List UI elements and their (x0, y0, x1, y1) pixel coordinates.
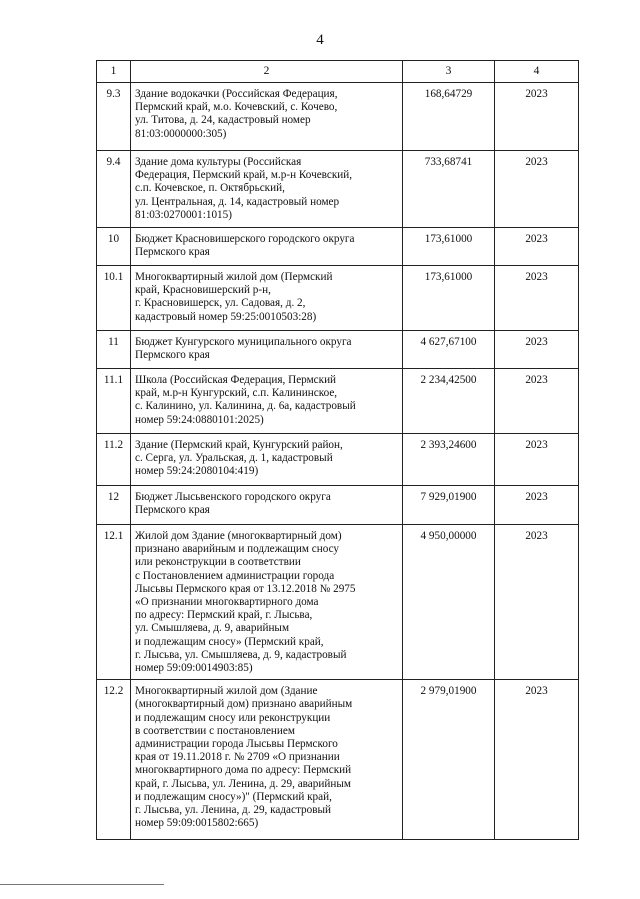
description-line: г. Красновишерск, ул. Садовая, д. 2, (135, 297, 306, 310)
row-description (131, 228, 403, 266)
description-line: признано аварийным и подлежащим сносу (135, 543, 340, 556)
description-line: номер 59:09:0015802:665) (135, 817, 259, 830)
row-amount: 2 393,24600 (403, 434, 495, 486)
description-line: Пермского края (135, 349, 210, 362)
description-line: Здание (Пермский край, Кунгурский район, (135, 439, 343, 451)
row-year: 2023 (495, 228, 579, 266)
description-line: с Постановлением администрации города (135, 569, 335, 582)
budget-table (96, 60, 579, 840)
table-row (97, 83, 579, 151)
row-amount: 4 627,67100 (403, 331, 495, 369)
description-line: Федерация, Пермский край, м.р-н Кочевский, (135, 169, 353, 182)
description-line: Пермского края (135, 504, 210, 517)
table-row (97, 525, 579, 680)
description-line: по адресу: Пермский край, г. Лысьва, (135, 609, 313, 622)
row-number: 9.4 (97, 151, 131, 228)
description-line: с.п. Кочевское, п. Октябрьский, (135, 182, 285, 195)
description-line: с. Калинино, ул. Калинина, д. 6а, кадастровый (135, 400, 356, 413)
description-line: Бюджет Красновишерского городского округа (135, 233, 355, 245)
column-header-3: 3 (403, 61, 495, 83)
row-description (131, 434, 403, 486)
table-row (97, 486, 579, 525)
row-description (131, 331, 403, 369)
row-description (131, 151, 403, 228)
row-number: 12 (97, 486, 131, 525)
row-description (131, 369, 403, 434)
description-line: Пермский край, м.о. Кочевский, с. Кочево, (135, 101, 338, 114)
row-amount: 2 979,01900 (403, 680, 495, 840)
description-line: Бюджет Лысьвенского городского округа (135, 491, 331, 503)
row-description (131, 486, 403, 525)
row-amount: 4 950,00000 (403, 525, 495, 680)
row-amount: 173,61000 (403, 266, 495, 331)
row-amount: 733,68741 (403, 151, 495, 228)
description-line: край, м.р-н Кунгурский, с.п. Калининское, (135, 387, 338, 400)
row-amount: 7 929,01900 (403, 486, 495, 525)
description-line: Здание водокачки (Российская Федерация, (135, 88, 338, 100)
description-line: кадастровый номер 59:25:0010503:28) (135, 310, 317, 323)
row-number: 10 (97, 228, 131, 266)
column-header-4: 4 (495, 61, 579, 83)
row-amount: 173,61000 (403, 228, 495, 266)
row-number: 12.2 (97, 680, 131, 840)
table-header-row (97, 61, 579, 83)
description-line: г. Лысьва, ул. Смышляева, д. 9, кадастровый (135, 648, 347, 661)
description-line: в соответствии с постановлением (135, 724, 295, 737)
description-line: Пермского края (135, 246, 210, 259)
description-line: Лысьвы Пермского края от 13.12.2018 № 2975 (135, 582, 356, 595)
footer-divider (0, 884, 164, 885)
description-line: ул. Смышляева, д. 9, аварийным (135, 622, 290, 635)
row-description (131, 680, 403, 840)
row-description (131, 83, 403, 151)
row-year: 2023 (495, 434, 579, 486)
description-line: Здание дома культуры (Российская (135, 156, 302, 168)
description-line: ул. Центральная, д. 14, кадастровый номер (135, 195, 340, 208)
description-line: и подлежащим сносу»)" (Пермский край, (135, 790, 332, 803)
description-line: администрации города Лысьвы Пермского (135, 738, 338, 751)
row-year: 2023 (495, 266, 579, 331)
description-line: и подлежащим сносу» (Пермский край, (135, 635, 324, 648)
description-line: номер 59:24:2080104:419) (135, 465, 259, 478)
description-line: край, г. Лысьва, ул. Ленина, д. 29, аварийным (135, 777, 351, 790)
row-year: 2023 (495, 369, 579, 434)
description-line: (многоквартирный дом) признано аварийным (135, 698, 353, 711)
description-line: Школа (Российская Федерация, Пермский (135, 374, 337, 386)
table-row (97, 331, 579, 369)
description-line: Жилой дом Здание (многоквартирный дом) (135, 530, 342, 542)
description-line: с. Серга, ул. Уральская, д. 1, кадастровый (135, 452, 333, 465)
row-year: 2023 (495, 525, 579, 680)
description-line: «О признании многоквартирного дома (135, 596, 319, 609)
description-line: г. Лысьва, ул. Ленина, д. 29, кадастровый (135, 804, 331, 817)
description-line: Многоквартирный жилой дом (Здание (135, 685, 318, 698)
description-line: и подлежащим сносу или реконструкции (135, 711, 331, 724)
description-line: или реконструкции в соответствии (135, 556, 301, 569)
row-year: 2023 (495, 331, 579, 369)
row-year: 2023 (495, 83, 579, 151)
row-description (131, 266, 403, 331)
table-body (97, 83, 579, 840)
row-number: 12.1 (97, 525, 131, 680)
row-year: 2023 (495, 486, 579, 525)
row-number: 11.2 (97, 434, 131, 486)
table-row (97, 228, 579, 266)
row-year: 2023 (495, 151, 579, 228)
description-line: Многоквартирный жилой дом (Пермский (135, 271, 333, 283)
page-number: 4 (316, 32, 324, 48)
description-line: 81:03:0000000:305) (135, 127, 227, 140)
description-line: номер 59:24:0880101:2025) (135, 413, 264, 426)
description-line: многоквартирного дома по адресу: Пермский (135, 764, 352, 777)
column-header-1: 1 (97, 61, 131, 83)
table-row (97, 151, 579, 228)
description-line: Бюджет Кунгурского муниципального округа (135, 336, 352, 348)
table-row (97, 266, 579, 331)
description-line: 81:03:0270001:1015) (135, 208, 232, 221)
row-year: 2023 (495, 680, 579, 840)
row-number: 9.3 (97, 83, 131, 151)
column-header-2: 2 (131, 61, 403, 83)
table-row (97, 434, 579, 486)
description-line: номер 59:09:0014903:85) (135, 662, 253, 675)
description-line: край, Красновишерский р-н, (135, 284, 271, 297)
row-description (131, 525, 403, 680)
table-row (97, 369, 579, 434)
description-line: края от 19.11.2018 г. № 2709 «О признании (135, 751, 340, 764)
row-number: 11.1 (97, 369, 131, 434)
row-number: 10.1 (97, 266, 131, 331)
row-number: 11 (97, 331, 131, 369)
row-amount: 168,64729 (403, 83, 495, 151)
description-line: ул. Титова, д. 24, кадастровый номер (135, 114, 311, 127)
table-row (97, 680, 579, 840)
row-amount: 2 234,42500 (403, 369, 495, 434)
